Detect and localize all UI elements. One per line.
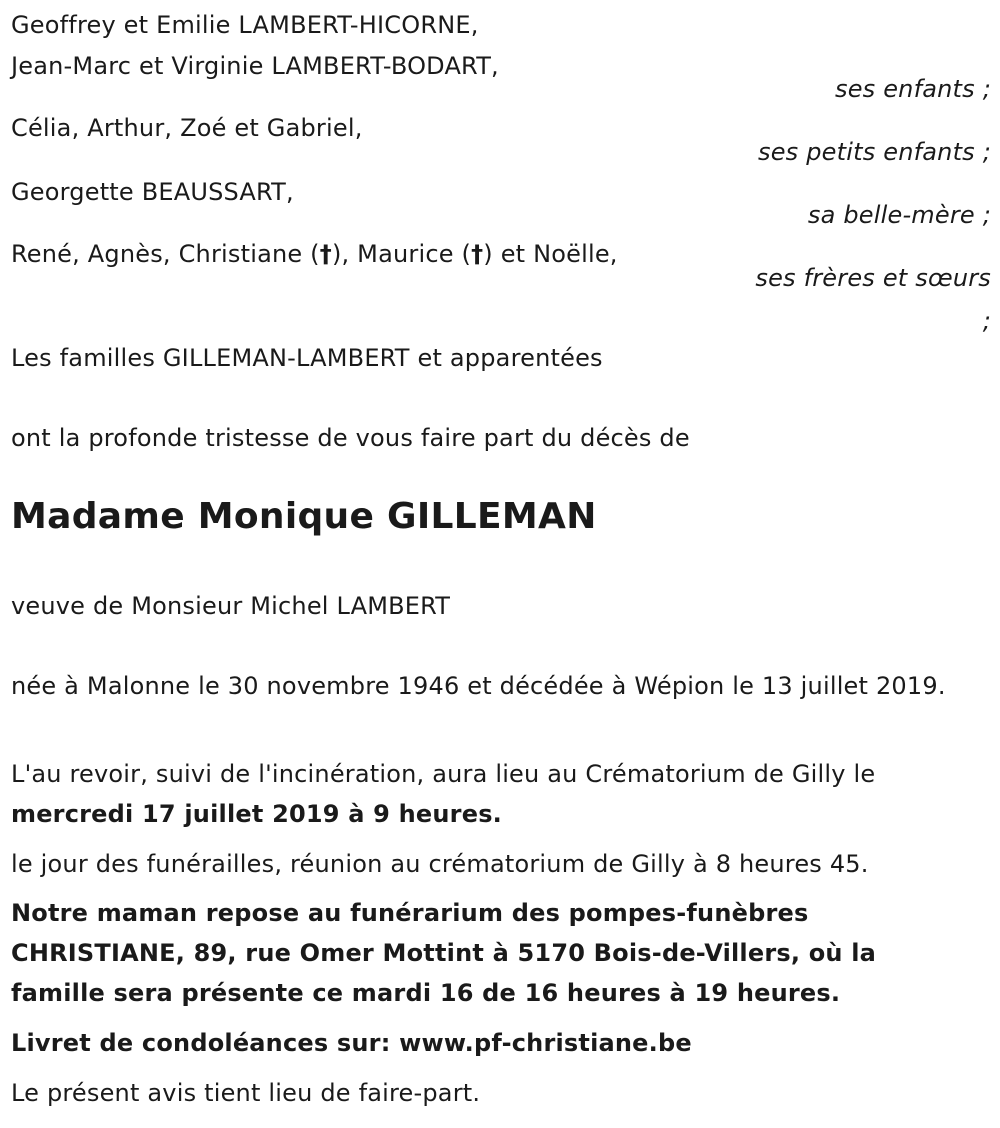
rest-notice: Notre maman repose au funérarium des pompes-funèbres CHRISTIANE, 89, rue Omer Mottint à 5170 Bois-de-Villers, où la famille sera présente ce mardi 16 de 16 heures à 19 heures. bbox=[11, 899, 877, 1007]
children-line-1: Geoffrey et Emilie LAMBERT-HICORNE, bbox=[11, 11, 479, 39]
announcement-intro: ont la profonde tristesse de vous faire part du décès de bbox=[11, 424, 690, 452]
siblings-semicolon: ; bbox=[982, 307, 991, 335]
closing-line: Le présent avis tient lieu de faire-part. bbox=[11, 1079, 481, 1107]
condolences-line: Livret de condoléances sur: www.pf-christiane.be bbox=[11, 1029, 692, 1057]
farewell-text: L'au revoir, suivi de l'incinération, aura lieu au Crématorium de Gilly le bbox=[11, 760, 876, 788]
grandchildren-relation: ses petits enfants ; bbox=[758, 138, 991, 166]
grandchildren-line: Célia, Arthur, Zoé et Gabriel, bbox=[11, 114, 363, 142]
cross-icon: † bbox=[471, 240, 484, 268]
siblings-relation: ses frères et sœurs bbox=[755, 264, 991, 292]
siblings-text-2: ), Maurice ( bbox=[331, 240, 472, 268]
siblings-text-3: ) et Noëlle, bbox=[483, 240, 618, 268]
cross-icon: † bbox=[319, 240, 332, 268]
birth-death-text: née à Malonne le 30 novembre 1946 et décédée à Wépion le 13 juillet 2019. bbox=[11, 672, 946, 700]
siblings-text-1: René, Agnès, Christiane ( bbox=[11, 240, 320, 268]
children-line-2: Jean-Marc et Virginie LAMBERT-BODART, bbox=[11, 52, 499, 80]
widow-of-line: veuve de Monsieur Michel LAMBERT bbox=[11, 592, 451, 620]
mother-in-law-relation: sa belle-mère ; bbox=[807, 201, 991, 229]
deceased-name: Madame Monique GILLEMAN bbox=[11, 496, 597, 537]
families-line: Les familles GILLEMAN-LAMBERT et apparentées bbox=[11, 344, 603, 372]
farewell-paragraph bbox=[11, 754, 951, 834]
siblings-line bbox=[11, 234, 618, 274]
mother-in-law-line: Georgette BEAUSSART, bbox=[11, 178, 294, 206]
meeting-text: le jour des funérailles, réunion au crématorium de Gilly à 8 heures 45. bbox=[11, 850, 869, 878]
children-relation: ses enfants ; bbox=[835, 75, 991, 103]
farewell-date: mercredi 17 juillet 2019 à 9 heures. bbox=[11, 800, 502, 828]
